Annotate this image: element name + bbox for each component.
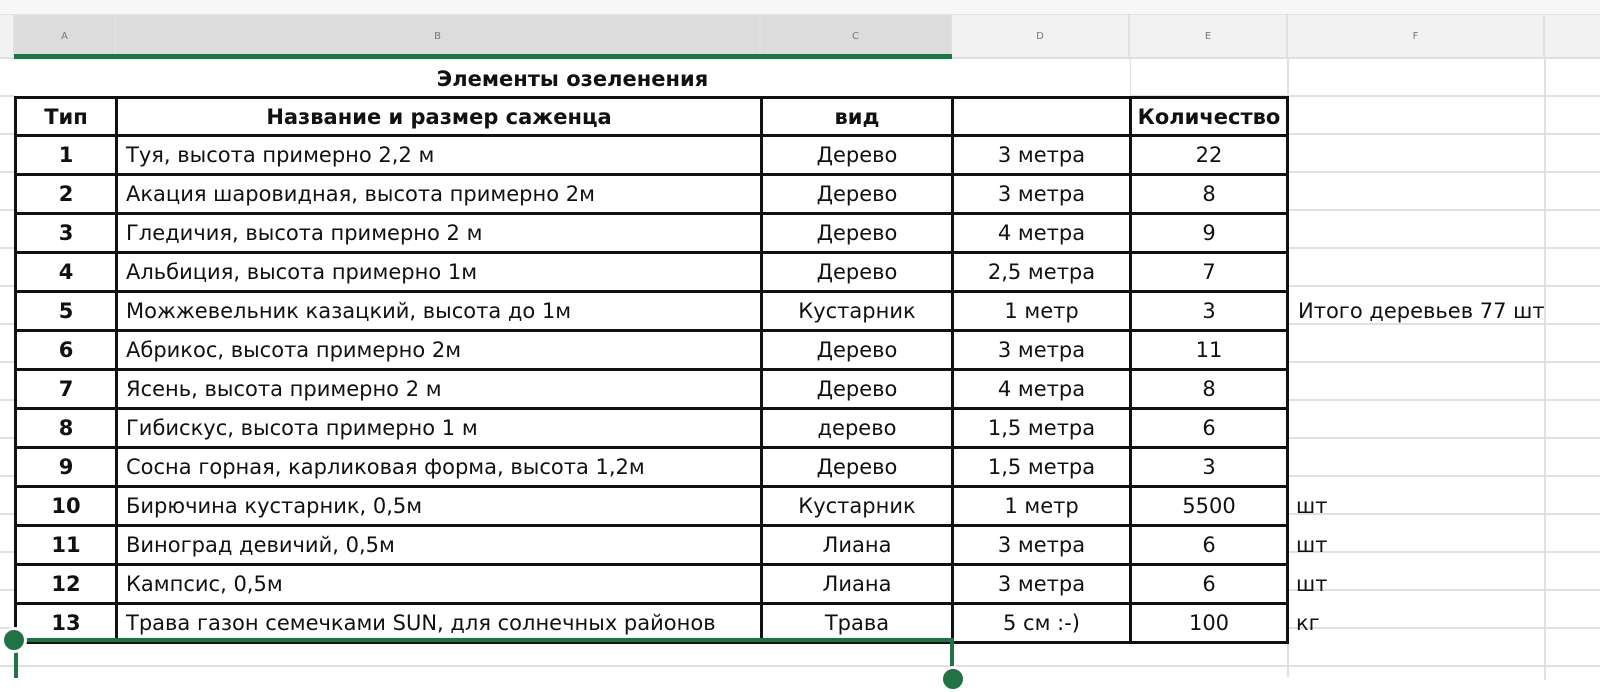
cell-unit[interactable]: шт [1296, 493, 1328, 518]
cell-unit[interactable]: шт [1296, 571, 1328, 596]
cell-size[interactable]: 1 метр [1004, 494, 1079, 518]
cell-type[interactable]: 3 [58, 221, 74, 245]
cell-size[interactable]: 1,5 метра [987, 455, 1096, 479]
cell-kind[interactable]: Трава [824, 611, 890, 635]
cell-kind[interactable]: Дерево [816, 338, 898, 362]
header-type[interactable]: Тип [44, 104, 88, 129]
cell-unit[interactable]: кг [1296, 610, 1320, 635]
cell-size[interactable]: 3 метра [997, 143, 1086, 167]
cell-selection-frame[interactable] [14, 638, 954, 678]
cell-kind[interactable]: дерево [817, 416, 897, 440]
cell-kind[interactable]: Кустарник [798, 299, 916, 323]
cell-kind[interactable]: Дерево [816, 221, 898, 245]
cell-size[interactable]: 2,5 метра [987, 260, 1096, 284]
cell-name[interactable]: Виноград девичий, 0,5м [126, 533, 395, 557]
toolbar-strip [0, 0, 1600, 15]
cell-quantity[interactable]: 3 [1202, 299, 1216, 323]
cell-quantity[interactable]: 6 [1202, 572, 1216, 596]
cell-name[interactable]: Гибискус, высота примерно 1 м [126, 416, 478, 440]
cell-kind[interactable]: Кустарник [798, 494, 916, 518]
column-header-g[interactable] [1545, 15, 1600, 57]
cell-name[interactable]: Абрикос, высота примерно 2м [126, 338, 462, 362]
total-trees-note[interactable]: Итого деревьев 77 шт [1298, 299, 1545, 323]
corner-cell[interactable] [0, 15, 15, 57]
cell-name[interactable]: Трава газон семечками SUN, для солнечных районов [126, 611, 716, 635]
header-size[interactable] [954, 99, 1129, 134]
cell-type[interactable]: 4 [58, 260, 74, 284]
cell-quantity[interactable]: 11 [1195, 338, 1223, 362]
cell-size[interactable]: 3 метра [997, 572, 1086, 596]
planting-table [15, 97, 1287, 639]
cell-kind[interactable]: Дерево [816, 377, 898, 401]
column-header-b[interactable]: B [116, 15, 761, 57]
table-title[interactable]: Элементы озеленения [15, 60, 1130, 98]
cell-type[interactable]: 10 [51, 494, 81, 518]
table-border [1286, 96, 1289, 643]
cell-type[interactable]: 9 [58, 455, 74, 479]
cell-type[interactable]: 13 [51, 611, 81, 635]
cell-name[interactable]: Кампсис, 0,5м [126, 572, 283, 596]
cell-kind[interactable]: Дерево [816, 260, 898, 284]
cell-size[interactable]: 1 метр [1004, 299, 1079, 323]
cell-quantity[interactable]: 100 [1188, 611, 1230, 635]
cell-type[interactable]: 7 [58, 377, 74, 401]
cell-kind[interactable]: Лиана [822, 533, 892, 557]
selection-handle-start[interactable] [1, 627, 27, 653]
cell-kind[interactable]: Дерево [816, 182, 898, 206]
column-header-e[interactable]: E [1130, 15, 1288, 57]
column-selection-indicator [14, 54, 952, 59]
header-kind[interactable]: вид [834, 104, 880, 129]
column-header-d[interactable]: D [952, 15, 1130, 57]
cell-size[interactable]: 4 метра [997, 221, 1086, 245]
cell-type[interactable]: 11 [51, 533, 81, 557]
cell-name[interactable]: Акация шаровидная, высота примерно 2м [126, 182, 595, 206]
cell-name[interactable]: Бирючина кустарник, 0,5м [126, 494, 423, 518]
cell-type[interactable]: 1 [58, 143, 74, 167]
selection-handle-end[interactable] [940, 666, 966, 692]
cell-type[interactable]: 6 [58, 338, 74, 362]
cell-kind[interactable]: Дерево [816, 143, 898, 167]
cell-unit[interactable]: шт [1296, 532, 1328, 557]
cell-quantity[interactable]: 3 [1202, 455, 1216, 479]
cell-type[interactable]: 2 [58, 182, 74, 206]
cell-type[interactable]: 8 [58, 416, 74, 440]
cell-kind[interactable]: Лиана [822, 572, 892, 596]
cell-size[interactable]: 1,5 метра [987, 416, 1096, 440]
cell-kind[interactable]: Дерево [816, 455, 898, 479]
cell-size[interactable]: 3 метра [997, 338, 1086, 362]
cell-name[interactable]: Можжевельник казацкий, высота до 1м [126, 299, 572, 323]
cell-quantity[interactable]: 22 [1195, 143, 1223, 167]
column-header-c[interactable]: C [761, 15, 952, 57]
cell-name[interactable]: Туя, высота примерно 2,2 м [126, 143, 435, 167]
cell-type[interactable]: 5 [58, 299, 74, 323]
cell-quantity[interactable]: 9 [1202, 221, 1216, 245]
cell-size[interactable]: 4 метра [997, 377, 1086, 401]
cell-quantity[interactable]: 7 [1202, 260, 1216, 284]
cell-size[interactable]: 5 см :-) [1003, 611, 1080, 635]
column-header-a[interactable]: A [15, 15, 116, 57]
cell-size[interactable]: 3 метра [997, 533, 1086, 557]
column-header-f[interactable]: F [1288, 15, 1545, 57]
cell-name[interactable]: Гледичия, высота примерно 2 м [126, 221, 483, 245]
cell-quantity[interactable]: 8 [1202, 182, 1216, 206]
header-quantity[interactable]: Количество [1137, 104, 1281, 129]
header-name[interactable]: Название и размер саженца [266, 104, 612, 129]
cell-name[interactable]: Сосна горная, карликовая форма, высота 1,2м [126, 455, 645, 479]
cell-name[interactable]: Альбиция, высота примерно 1м [126, 260, 478, 284]
cell-size[interactable]: 3 метра [997, 182, 1086, 206]
cell-type[interactable]: 12 [51, 572, 81, 596]
cell-quantity[interactable]: 6 [1202, 416, 1216, 440]
cell-quantity[interactable]: 6 [1202, 533, 1216, 557]
cell-quantity[interactable]: 5500 [1182, 494, 1236, 518]
cell-name[interactable]: Ясень, высота примерно 2 м [126, 377, 442, 401]
cell-quantity[interactable]: 8 [1202, 377, 1216, 401]
